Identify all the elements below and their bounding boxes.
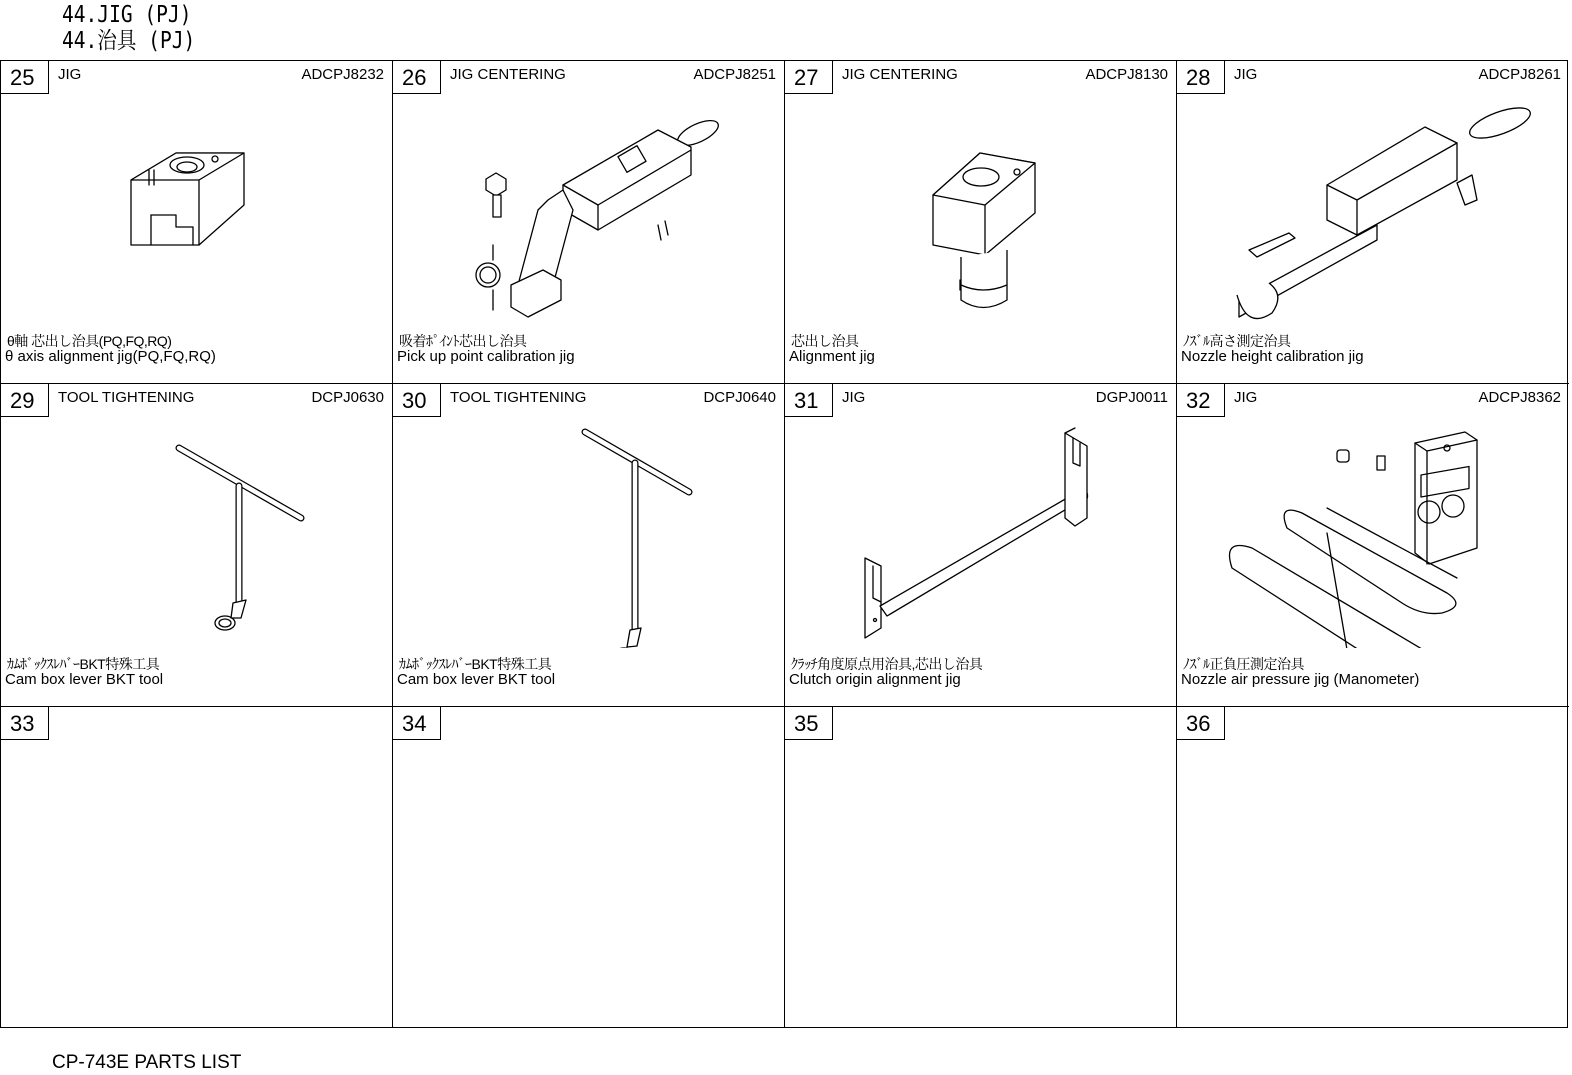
- part-cell-31[interactable]: [785, 384, 1177, 707]
- part-number: 34: [393, 707, 441, 740]
- part-number: 28: [1177, 61, 1225, 94]
- part-description-en: Nozzle air pressure jig (Manometer): [1181, 671, 1420, 688]
- part-name: JIG: [1234, 66, 1258, 83]
- part-name: JIG CENTERING: [842, 66, 958, 83]
- part-cell-26[interactable]: [393, 61, 785, 384]
- part-cell-25[interactable]: [1, 61, 393, 384]
- part-description-en: Alignment jig: [789, 348, 875, 365]
- part-description-jp: ﾉｽﾞﾙ高さ測定治具: [1183, 333, 1291, 349]
- t-wrench-short-icon: [1, 418, 391, 648]
- part-description-jp: 芯出し治具: [791, 333, 859, 349]
- part-name: TOOL TIGHTENING: [450, 389, 587, 406]
- part-code: DGPJ0011: [1095, 389, 1168, 406]
- part-cell-36[interactable]: [1177, 707, 1569, 1028]
- clutch-rod-jig-icon: [785, 418, 1175, 648]
- part-number: 35: [785, 707, 833, 740]
- document-footer: CP-743E PARTS LIST: [52, 1052, 242, 1073]
- section-title-jp: 44.治具 (PJ): [62, 28, 196, 54]
- part-description-en: Clutch origin alignment jig: [789, 671, 961, 688]
- part-description-jp: θ軸 芯出し治具(PQ,FQ,RQ): [7, 333, 172, 349]
- part-number: 27: [785, 61, 833, 94]
- part-description-en: Nozzle height calibration jig: [1181, 348, 1364, 365]
- part-description-en: Cam box lever BKT tool: [5, 671, 164, 688]
- part-number: 25: [1, 61, 49, 94]
- parts-grid: [0, 60, 1568, 1028]
- part-code: ADCPJ8232: [301, 66, 384, 83]
- centering-jig-with-dial-gauge-icon: [393, 95, 783, 325]
- part-cell-30[interactable]: [393, 384, 785, 707]
- part-code: ADCPJ8362: [1478, 389, 1561, 406]
- part-description-jp: ｶﾑﾎﾞｯｸｽﾚﾊﾞｰBKT特殊工具: [7, 656, 160, 672]
- part-number: 29: [1, 384, 49, 417]
- part-description-en: Pick up point calibration jig: [397, 348, 575, 365]
- part-cell-34[interactable]: [393, 707, 785, 1028]
- alignment-block-jig-icon: [785, 95, 1175, 325]
- part-name: JIG: [1234, 389, 1258, 406]
- part-cell-35[interactable]: [785, 707, 1177, 1028]
- part-description-jp: ｸﾗｯﾁ角度原点用治具,芯出し治具: [791, 656, 983, 672]
- part-description-en: θ axis alignment jig(PQ,FQ,RQ): [5, 348, 216, 365]
- part-code: DCPJ0630: [311, 389, 384, 406]
- square-block-jig-icon: [1, 95, 391, 325]
- part-number: 32: [1177, 384, 1225, 417]
- part-number: 30: [393, 384, 441, 417]
- part-cell-27[interactable]: [785, 61, 1177, 384]
- nozzle-height-jig-icon: [1177, 95, 1567, 325]
- part-cell-28[interactable]: [1177, 61, 1569, 384]
- part-name: JIG: [58, 66, 82, 83]
- manometer-icon: [1177, 418, 1567, 648]
- part-code: ADCPJ8130: [1085, 66, 1168, 83]
- part-name: JIG: [842, 389, 866, 406]
- part-name: TOOL TIGHTENING: [58, 389, 195, 406]
- part-cell-29[interactable]: [1, 384, 393, 707]
- part-number: 36: [1177, 707, 1225, 740]
- part-number: 31: [785, 384, 833, 417]
- part-description-jp: 吸着ﾎﾟｲﾝﾄ芯出し治具: [399, 333, 527, 349]
- part-description-jp: ｶﾑﾎﾞｯｸｽﾚﾊﾞｰBKT特殊工具: [399, 656, 552, 672]
- part-cell-32[interactable]: [1177, 384, 1569, 707]
- part-number: 33: [1, 707, 49, 740]
- part-code: ADCPJ8251: [693, 66, 776, 83]
- part-code: DCPJ0640: [703, 389, 776, 406]
- part-description-jp: ﾉｽﾞﾙ正負圧測定治具: [1183, 656, 1304, 672]
- t-wrench-long-icon: [393, 418, 783, 648]
- part-name: JIG CENTERING: [450, 66, 566, 83]
- part-code: ADCPJ8261: [1478, 66, 1561, 83]
- part-cell-33[interactable]: [1, 707, 393, 1028]
- part-number: 26: [393, 61, 441, 94]
- part-description-en: Cam box lever BKT tool: [397, 671, 556, 688]
- section-title-en: 44.JIG (PJ): [62, 2, 192, 28]
